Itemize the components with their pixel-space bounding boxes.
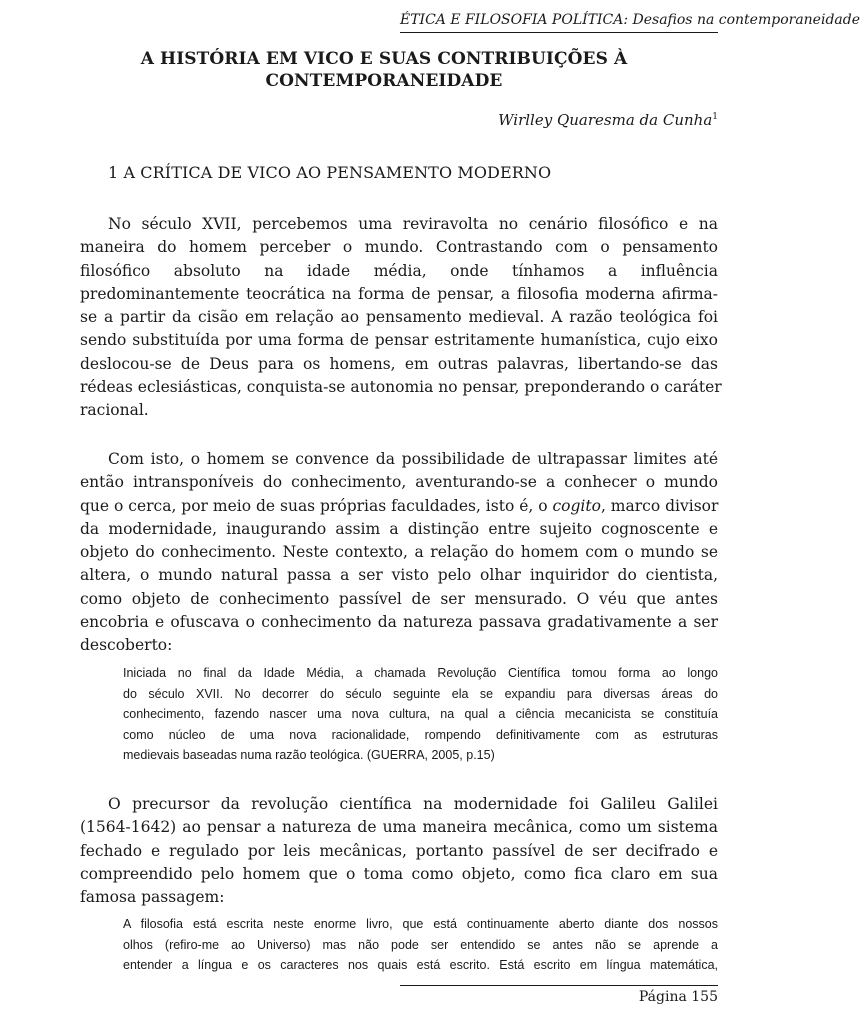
running-header: ÉTICA E FILOSOFIA POLÍTICA: Desafios na contemporaneidade xyxy=(400,12,718,33)
paragraph-2 xyxy=(80,448,719,658)
paragraph-line: No século XVII, percebemos uma reviravolta no cenário filosófico e na xyxy=(108,215,718,233)
quote-line: Iniciada no final da Idade Média, a chamada Revolução Científica tomou forma ao longo xyxy=(123,666,718,680)
quote-line: A filosofia está escrita neste enorme livro, que está continuamente aberto diante dos nossos xyxy=(123,917,718,931)
page-number: Página 155 xyxy=(638,989,718,1005)
paragraph-line: sendo substituída por uma forma de pensar estritamente humanística, cujo eixo xyxy=(80,331,718,350)
paragraph-line: predominantemente teocrática na forma de pensar, a filosofia moderna afirma- xyxy=(80,284,718,303)
paragraph-line: descoberto: xyxy=(80,636,173,655)
emphasis-cogito: cogito xyxy=(552,496,601,515)
text-run: que o cerca, por meio de suas próprias faculdades, isto é, o xyxy=(80,496,553,515)
paragraph-line: filosófico absoluto na idade média, onde tínhamos a influência xyxy=(80,261,718,280)
quote-line: como núcleo de uma nova racionalidade, rompendo definitivamente com as estruturas xyxy=(123,727,718,742)
quote-line: conhecimento, fazendo nascer uma nova cultura, na qual a ciência mecanicista se constituía xyxy=(123,707,718,721)
paragraph-line: como objeto de conhecimento passível de ser mensurado. O véu que antes xyxy=(80,589,718,608)
block-quote-2 xyxy=(123,914,718,976)
section-heading: 1 A CRÍTICA DE VICO AO PENSAMENTO MODERNO xyxy=(108,163,552,182)
footer-divider xyxy=(400,985,718,986)
footnote-marker[interactable]: 1 xyxy=(712,112,718,122)
paragraph-line: rédeas eclesiásticas, conquista-se autonomia no pensar, preponderando o caráter xyxy=(80,378,722,397)
paragraph-line xyxy=(80,495,718,518)
paragraph-line: deslocou-se de Deus para os homens, em outras palavras, libertando-se das xyxy=(80,354,718,373)
text-run: , marco divisor xyxy=(600,496,719,515)
paragraph-line: (1564-1642) ao pensar a natureza de uma maneira mecânica, como um sistema xyxy=(80,818,718,837)
quote-line: do século XVII. No decorrer do século seguinte ela se expandiu para diversas áreas do xyxy=(123,686,718,701)
paragraph-line: se a partir da cisão em relação ao pensamento medieval. A razão teológica foi xyxy=(80,308,718,327)
paragraph-line: objeto do conhecimento. Neste contexto, a relação do homem com o mundo se xyxy=(80,543,718,562)
paragraph-line: maneira do homem perceber o mundo. Contrastando com o pensamento xyxy=(80,238,718,257)
paragraph-line: compreendido pelo homem que o toma como objeto, como fica claro em sua xyxy=(80,864,718,883)
paragraph-line: fechado e regulado por leis mecânicas, portanto passível de ser decifrado e xyxy=(80,841,718,860)
quote-line: medievais baseadas numa razão teológica. (GUERRA, 2005, p.15) xyxy=(123,748,495,762)
quote-line: entender a língua e os caracteres nos quais está escrito. Está escrito em língua matemática, xyxy=(123,958,718,972)
paragraph-line: Com isto, o homem se convence da possibilidade de ultrapassar limites até xyxy=(108,450,718,468)
paragraph-line: O precursor da revolução científica na modernidade foi Galileu Galilei xyxy=(108,795,718,813)
article-title-line-1: A HISTÓRIA EM VICO E SUAS CONTRIBUIÇÕES À xyxy=(140,49,628,69)
author-name xyxy=(300,111,718,129)
block-quote-1 xyxy=(123,663,718,766)
author-text: Wirlley Quaresma da Cunha xyxy=(498,111,713,129)
paragraph-line: altera, o mundo natural passa a ser visto pelo olhar inquiridor do cientista, xyxy=(80,566,718,585)
quote-line: olhos (refiro-me ao Universo) mas não pode ser entendido se antes não se aprende a xyxy=(123,937,718,952)
paragraph-1 xyxy=(80,213,722,423)
paragraph-line: racional. xyxy=(80,401,149,420)
paragraph-line: encobria e ofuscava o conhecimento da natureza passava gradativamente a ser xyxy=(80,613,718,632)
paragraph-line: famosa passagem: xyxy=(80,888,225,907)
paragraph-3 xyxy=(80,793,718,909)
article-title xyxy=(50,48,718,92)
paragraph-line: então intransponíveis do conhecimento, aventurando-se a conhecer o mundo xyxy=(80,473,718,492)
article-title-line-2: CONTEMPORANEIDADE xyxy=(265,71,503,91)
paragraph-line: da modernidade, inaugurando assim a distinção entre sujeito cognoscente e xyxy=(80,519,718,538)
